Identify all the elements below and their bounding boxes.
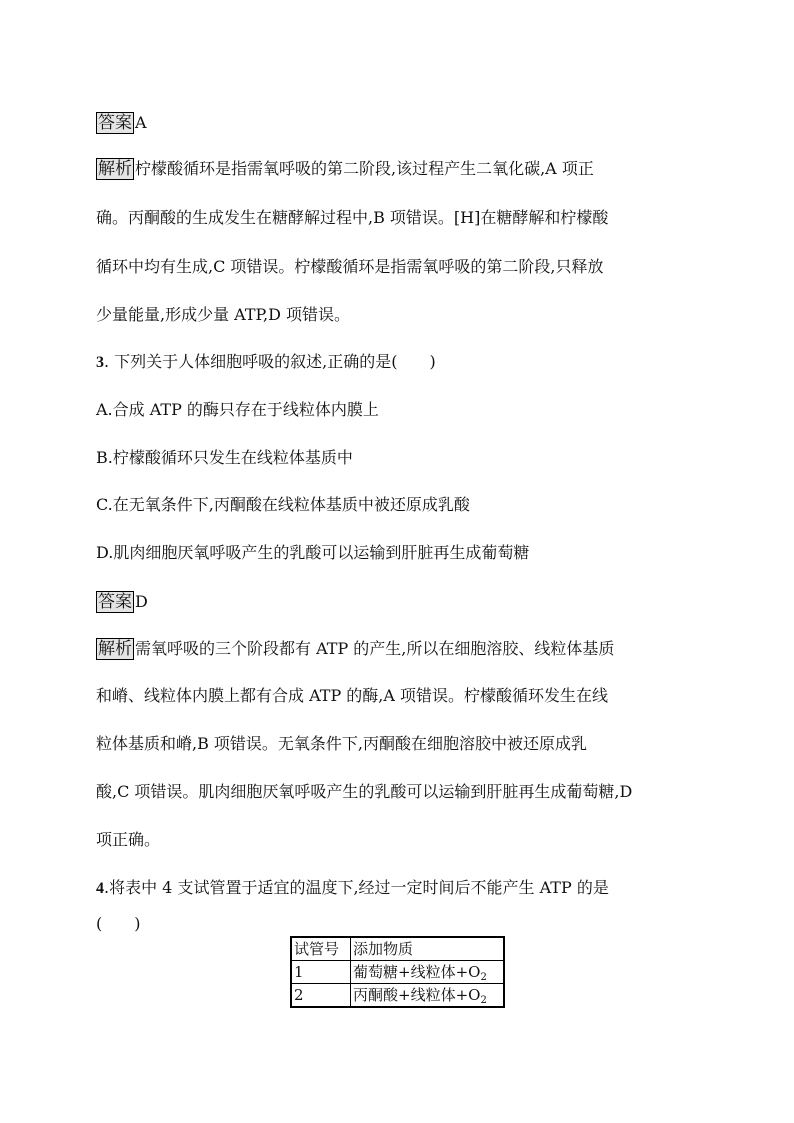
- q3-option-b: B.柠檬酸循环只发生在线粒体基质中: [96, 448, 353, 467]
- q3-stem-text: . 下列关于人体细胞呼吸的叙述,正确的是( ): [104, 352, 436, 371]
- answer-tag: 答案: [98, 113, 132, 133]
- q2-analysis-line-2: 确。丙酮酸的生成发生在糖酵解过程中,B 项错误。[H]在糖酵解和柠檬酸: [96, 208, 609, 227]
- table-row: [291, 961, 504, 984]
- q3-number: 3: [96, 354, 104, 371]
- q3-analysis-line-1: [96, 638, 614, 660]
- q3-analysis-line-2: 和嵴、线粒体内膜上都有合成 ATP 的酶,A 项错误。柠檬酸循环发生在线: [96, 686, 609, 705]
- subscript: 2: [480, 995, 487, 1006]
- q3-analysis-line-4: 酸,C 项错误。肌肉细胞厌氧呼吸产生的乳酸可以运输到肝脏再生成葡萄糖,D: [96, 782, 633, 801]
- q3-analysis-line-3: 粒体基质和嵴,B 项错误。无氧条件下,丙酮酸在细胞溶胶中被还原成乳: [96, 734, 588, 753]
- table-cell-content: [351, 984, 505, 1008]
- analysis-tag: 解析: [98, 639, 132, 659]
- q2-answer: A: [135, 113, 147, 132]
- q4-paren: ( ): [96, 914, 141, 933]
- table-cell-content: [351, 961, 505, 984]
- q3-answer-line: [96, 591, 148, 613]
- content-text: 葡萄糖+线粒体+O: [353, 963, 481, 981]
- q3-analysis-text: 需氧呼吸的三个阶段都有 ATP 的产生,所以在细胞溶胶、线粒体基质: [135, 639, 615, 658]
- q2-answer-line: [96, 112, 147, 134]
- table-header-cell: 试管号: [291, 937, 351, 961]
- subscript: 2: [480, 972, 487, 983]
- answer-tag: 答案: [98, 592, 132, 612]
- q2-analysis-line-1: [96, 158, 594, 180]
- q3-analysis-line-5: 项正确。: [96, 830, 161, 849]
- q3-option-a: A.合成 ATP 的酶只存在于线粒体内膜上: [96, 400, 379, 419]
- q2-analysis-text: 柠檬酸循环是指需氧呼吸的第二阶段,该过程产生二氧化碳,A 项正: [135, 159, 594, 178]
- content-text: 丙酮酸+线粒体+O: [353, 986, 481, 1004]
- table-cell-id: 1: [291, 961, 351, 984]
- q4-table: [290, 936, 505, 1008]
- q3-option-d: D.肌肉细胞厌氧呼吸产生的乳酸可以运输到肝脏再生成葡萄糖: [96, 543, 530, 562]
- q4-number: 4: [96, 880, 104, 897]
- q4-stem: [96, 878, 609, 899]
- q3-answer: D: [135, 592, 148, 611]
- analysis-tag: 解析: [98, 159, 132, 179]
- q4-stem-text: .将表中 4 支试管置于适宜的温度下,经过一定时间后不能产生 ATP 的是: [104, 878, 609, 897]
- table-row: [291, 984, 504, 1008]
- q2-analysis-line-3: 循环中均有生成,C 项错误。柠檬酸循环是指需氧呼吸的第二阶段,只释放: [96, 257, 604, 276]
- q3-option-c: C.在无氧条件下,丙酮酸在线粒体基质中被还原成乳酸: [96, 495, 470, 514]
- table-header-row: [291, 937, 504, 961]
- q3-stem: [96, 352, 436, 373]
- table-header-cell: 添加物质: [351, 937, 505, 961]
- table-cell-id: 2: [291, 984, 351, 1008]
- q2-analysis-line-4: 少量能量,形成少量 ATP,D 项错误。: [96, 305, 351, 324]
